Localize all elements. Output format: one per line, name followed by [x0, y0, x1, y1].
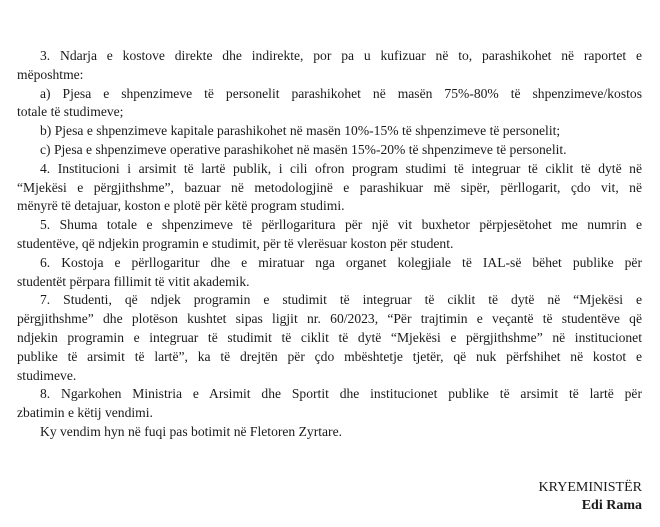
signature-block [539, 479, 642, 515]
text-line: studimeve. [17, 367, 77, 383]
text-line: studentëve, që ndjekin programin e studimit, për të vlerësuar koston për student. [17, 235, 454, 251]
paragraph [17, 385, 642, 423]
text-line: 3. Ndarja e kostove direkte dhe indirekte, por pa u kufizuar në to, parashikohet në raportet e [40, 48, 642, 63]
signature-title: KRYEMINISTËR [538, 480, 642, 495]
paragraph [17, 216, 642, 254]
closing-statement: Ky vendim hyn në fuqi pas botimit në Fletoren Zyrtare. [40, 423, 343, 439]
text-line: zbatimin e këtij vendimi. [17, 405, 153, 421]
paragraph [17, 160, 642, 216]
text-line: a) Pjesa e shpenzimeve të personelit parashikohet në masën 75%-80% të shpenzimeve/kostos [40, 85, 642, 101]
text-line: “Mjekësi e përgjithshme”, bazuar në metodologjinë e parashikuar më sipër, përllogarit, çdo vit, në [17, 179, 642, 195]
paragraph [17, 122, 642, 141]
text-line: publike të arsimit të lartë”, ka të drejtën për çdo mbështetje tjetër, që nuk përfshihet në kostot e [17, 348, 642, 364]
text-line: mëposhtme: [17, 66, 84, 82]
text-line: 8. Ngarkohen Ministria e Arsimit dhe Sportit dhe institucionet publike të arsimit të lartë për [40, 386, 642, 402]
decision-body [17, 47, 642, 442]
paragraph [17, 291, 642, 385]
text-line: 6. Kostoja e përllogaritur dhe e miratuar nga organet kolegjiale të IAL-së bëhet publike për [40, 254, 642, 270]
paragraph [17, 47, 642, 85]
text-line: 7. Studenti, që ndjek programin e studimit të integruar të ciklit të dytë në “Mjekësi e [40, 292, 642, 308]
text-line: c) Pjesa e shpenzimeve operative parashikohet në masën 15%-20% të shpenzimeve të personelit. [40, 141, 567, 157]
text-line: totale të studimeve; [17, 104, 124, 120]
text-line: mënyrë të detajuar, koston e plotë për këtë program studimi. [17, 198, 345, 214]
text-line: studentët përpara fillimit të vitit akademik. [17, 273, 250, 289]
text-line: përgjithshme” dhe plotëson kushtet sipas ligjit nr. 60/2023, “Për trajtimin e veçantë të studentëve që [17, 311, 642, 327]
signature-name: Edi Rama [581, 498, 642, 513]
text-line: ndjekin programin e integruar të studimit të ciklit të dytë “Mjekësi e përgjithshme” në institucionet [17, 329, 642, 345]
text-line: 5. Shuma totale e shpenzimeve të përllogaritura për një vit buxhetor përpjesëtohet me numrin e [40, 217, 642, 233]
paragraph [17, 141, 642, 160]
paragraph [17, 85, 642, 123]
text-line: b) Pjesa e shpenzimeve kapitale parashikohet në masën 10%-15% të shpenzimeve të personelit; [40, 123, 561, 139]
text-line: 4. Institucioni i arsimit të lartë publik, i cili ofron program studimi të integruar të ciklit të dytë në [40, 160, 642, 176]
paragraph [17, 254, 642, 292]
